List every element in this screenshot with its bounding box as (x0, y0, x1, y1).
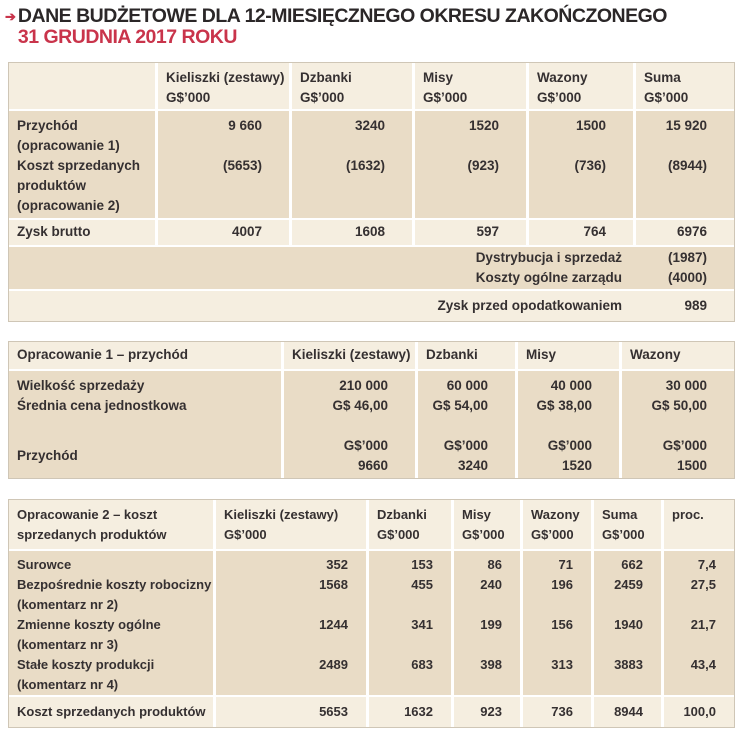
cost-value: 196 (551, 577, 573, 592)
materials-label: Surowce (17, 557, 72, 572)
cogs-total-value: 8944 (594, 697, 661, 727)
distribution-label: Dystrybucja i sprzedaż (475, 250, 622, 265)
overheads-row (9, 268, 734, 288)
unit-label: G$’000 (443, 438, 488, 453)
cogs-label: Koszt sprzedanych (17, 158, 141, 173)
pretax-profit-row (9, 291, 734, 321)
gross-value: 6976 (636, 220, 734, 245)
cost-value: 2489 (319, 657, 348, 672)
price-value: G$ 38,00 (536, 398, 592, 413)
price-value: G$ 54,00 (432, 398, 488, 413)
table3-values-dzbanki (369, 551, 451, 695)
table2-values-kieliszki (284, 371, 415, 478)
column-unit: G$’000 (462, 527, 505, 542)
cogs-value: (8944) (667, 158, 707, 173)
table3-header-suma (594, 500, 661, 549)
cost-value: 683 (411, 657, 433, 672)
percent-value: 43,4 (690, 657, 716, 672)
distribution-value: (1987) (667, 250, 707, 265)
table1-header-dzbanki (292, 63, 412, 109)
gross-value: 597 (415, 220, 526, 245)
volume-label: Wielkość sprzedaży (17, 378, 145, 393)
column-unit: G$’000 (602, 527, 645, 542)
cogs-value: (736) (574, 158, 606, 173)
cogs-total-value: 923 (454, 697, 520, 727)
table1-header-wazony (529, 63, 633, 109)
table1-values-suma (636, 111, 734, 218)
table3-title-line2: sprzedanych produktów (17, 527, 167, 542)
revenue-sublabel: (opracowanie 1) (17, 138, 120, 153)
cost-value: 1244 (319, 617, 348, 632)
pretax-value: 989 (684, 298, 707, 313)
table2-body-block (9, 371, 734, 478)
column-name: Misy (423, 70, 454, 85)
unit-label: G$’000 (343, 438, 388, 453)
revenue-value: 1500 (676, 458, 707, 473)
cogs-value: (923) (467, 158, 499, 173)
cost-value: 455 (411, 577, 433, 592)
revenue-value: 9 660 (228, 118, 262, 133)
table3-values-misy (454, 551, 520, 695)
table2-values-dzbanki (418, 371, 515, 478)
revenue-value: 1520 (468, 118, 499, 133)
cost-value: 398 (480, 657, 502, 672)
table2-header-misy: Misy (518, 342, 619, 369)
column-name: Kieliszki (zestawy) (224, 507, 339, 522)
table3-header-row (9, 500, 734, 549)
title-line2: 31 GRUDNIA 2017 ROKU (17, 26, 237, 48)
table3-title (9, 500, 213, 549)
column-unit: G$’000 (300, 90, 345, 105)
variable-overhead-label: Zmienne koszty ogólne (17, 617, 161, 632)
cogs-value: (5653) (222, 158, 262, 173)
column-name: Wazony (531, 507, 580, 522)
table1-header-kieliszki (158, 63, 289, 109)
table2-header-wazony: Wazony (622, 342, 734, 369)
revenue-value: 15 920 (665, 118, 707, 133)
cost-value: 1568 (319, 577, 348, 592)
unit-label: G$’000 (662, 438, 707, 453)
column-unit: G$’000 (377, 527, 420, 542)
cost-value: 2459 (614, 577, 643, 592)
cost-value: 153 (411, 557, 433, 572)
column-name: Misy (462, 507, 491, 522)
cost-value: 1940 (614, 617, 643, 632)
budget-summary-table (8, 62, 735, 322)
column-unit: G$’000 (537, 90, 582, 105)
column-name: Suma (602, 507, 638, 522)
cogs-label3: (opracowanie 2) (17, 198, 120, 213)
volume-value: 60 000 (446, 378, 488, 393)
table3-values-wazony (523, 551, 591, 695)
revenue-value: 1520 (561, 458, 592, 473)
volume-value: 40 000 (550, 378, 592, 393)
column-unit: G$’000 (423, 90, 468, 105)
column-name: Suma (644, 70, 681, 85)
revenue-value: 3240 (457, 458, 488, 473)
variable-overhead-note: (komentarz nr 3) (17, 637, 119, 652)
cogs-detail-table (8, 499, 735, 728)
cost-value: 71 (558, 557, 573, 572)
arrow-icon: ➔ (5, 9, 16, 24)
cost-value: 156 (551, 617, 573, 632)
table3-header-wazony (523, 500, 591, 549)
gross-profit-row (9, 220, 734, 245)
table2-values-wazony (622, 371, 734, 478)
cost-value: 662 (621, 557, 643, 572)
table2-row-labels (9, 371, 281, 478)
cogs-value: (1632) (345, 158, 385, 173)
table1-header-suma (636, 63, 734, 109)
price-value: G$ 50,00 (651, 398, 707, 413)
overheads-value: (4000) (667, 270, 707, 285)
expenses-summary-block (9, 247, 734, 289)
cost-value: 86 (487, 557, 502, 572)
gross-value: 1608 (292, 220, 412, 245)
revenue-value: 1500 (575, 118, 606, 133)
column-name: Dzbanki (300, 70, 352, 85)
cost-value: 199 (480, 617, 502, 632)
percent-value: 7,4 (697, 557, 716, 572)
unit-label: G$’000 (547, 438, 592, 453)
title-line1: DANE BUDŻETOWE DLA 12-MIESIĘCZNEGO OKRESU ZAKOŃCZONEGO (17, 5, 667, 27)
price-label: Średnia cena jednostkowa (17, 398, 187, 413)
column-name: proc. (672, 507, 704, 522)
column-unit: G$’000 (166, 90, 211, 105)
table3-values-suma (594, 551, 661, 695)
table1-values-wazony (529, 111, 633, 218)
price-value: G$ 46,00 (332, 398, 388, 413)
cost-value: 3883 (614, 657, 643, 672)
column-name: Wazony (537, 70, 588, 85)
table2-header-kieliszki: Kieliszki (zestawy) (284, 342, 415, 369)
revenue-label: Przychód (17, 448, 78, 463)
table3-header-misy (454, 500, 520, 549)
revenue-detail-table (8, 341, 735, 479)
revenue-value: 9660 (357, 458, 388, 473)
revenue-value: 3240 (354, 118, 385, 133)
distribution-row (9, 248, 734, 268)
table3-values-kieliszki (216, 551, 366, 695)
table3-header-proc (664, 500, 734, 549)
pretax-label: Zysk przed opodatkowaniem (437, 298, 622, 313)
page-title (5, 6, 743, 48)
volume-value: 30 000 (665, 378, 707, 393)
cost-value: 341 (411, 617, 433, 632)
table1-header-misy (415, 63, 526, 109)
cost-value: 240 (480, 577, 502, 592)
overheads-label: Koszty ogólne zarządu (475, 270, 622, 285)
percent-value: 21,7 (690, 617, 716, 632)
table3-header-kieliszki (216, 500, 366, 549)
table3-header-dzbanki (369, 500, 451, 549)
table1-values-dzbanki (292, 111, 412, 218)
table2-header-row (9, 342, 734, 369)
percent-value: 27,5 (690, 577, 716, 592)
column-unit: G$’000 (224, 527, 267, 542)
gross-profit-label: Zysk brutto (9, 220, 155, 245)
cogs-total-percent: 100,0 (664, 697, 734, 727)
table3-row-labels (9, 551, 213, 695)
table2-values-misy (518, 371, 619, 478)
cogs-label2: produktów (17, 178, 86, 193)
table3-title-line1: Opracowanie 2 – koszt (17, 507, 158, 522)
cost-value: 352 (326, 557, 348, 572)
title-text (18, 6, 667, 48)
column-name: Kieliszki (zestawy) (166, 70, 285, 85)
labour-note: (komentarz nr 2) (17, 597, 119, 612)
revenue-label: Przychód (17, 118, 78, 133)
cogs-total-value: 1632 (369, 697, 451, 727)
cogs-total-value: 736 (523, 697, 591, 727)
fixed-cost-label: Stałe koszty produkcji (17, 657, 155, 672)
gross-value: 764 (529, 220, 633, 245)
column-name: Dzbanki (377, 507, 427, 522)
table3-values-proc (664, 551, 734, 695)
volume-value: 210 000 (339, 378, 388, 393)
cogs-total-label: Koszt sprzedanych produktów (9, 697, 213, 727)
table3-body-block (9, 551, 734, 695)
table1-header-empty (9, 63, 155, 109)
table1-values-kieliszki (158, 111, 289, 218)
labour-label: Bezpośrednie koszty robocizny (17, 577, 212, 592)
cost-value: 313 (551, 657, 573, 672)
table2-header-dzbanki: Dzbanki (418, 342, 515, 369)
cogs-total-row (9, 697, 734, 727)
column-unit: G$’000 (644, 90, 689, 105)
fixed-cost-note: (komentarz nr 4) (17, 677, 119, 692)
cogs-total-value: 5653 (216, 697, 366, 727)
table1-values-misy (415, 111, 526, 218)
table2-title: Opracowanie 1 – przychód (9, 342, 281, 369)
table1-header-row (9, 63, 734, 109)
table1-body-block (9, 111, 734, 218)
column-unit: G$’000 (531, 527, 574, 542)
table1-row-labels (9, 111, 155, 218)
gross-value: 4007 (158, 220, 289, 245)
